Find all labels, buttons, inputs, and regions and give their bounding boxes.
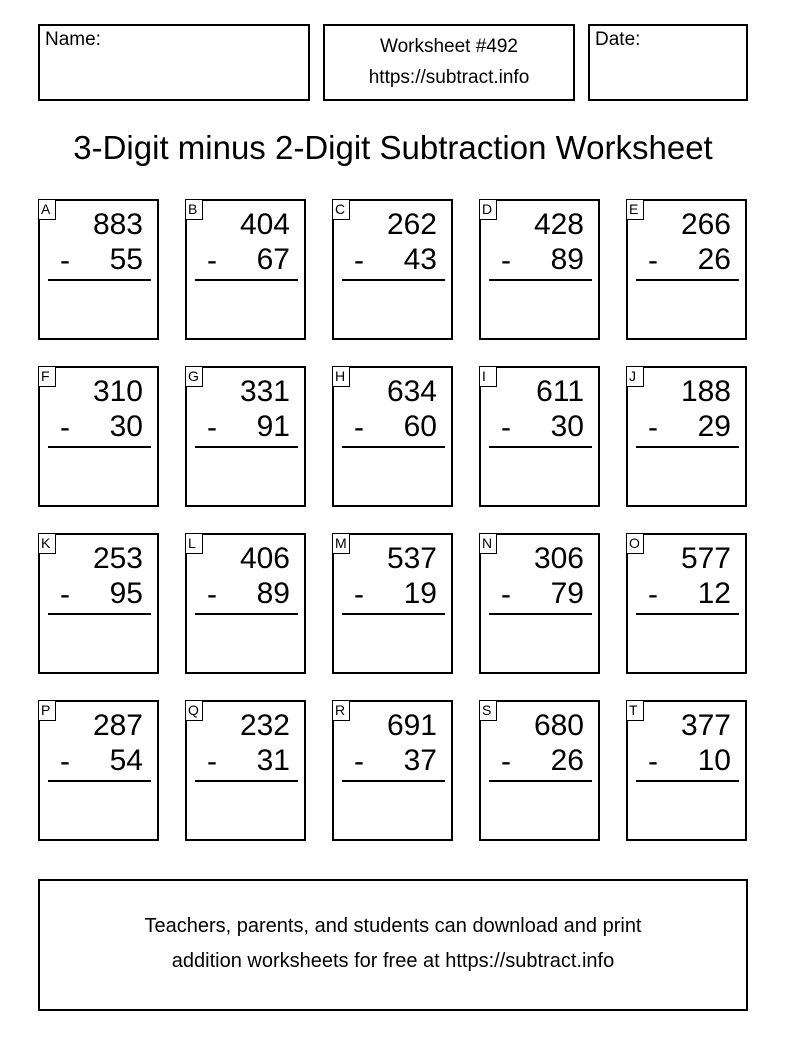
- problem-letter: R: [332, 700, 350, 721]
- problem-card: [626, 533, 747, 674]
- minuend: 262: [386, 208, 437, 241]
- subtrahend: 89: [256, 577, 290, 610]
- answer-line: [48, 780, 151, 782]
- minuend: 306: [533, 542, 584, 575]
- problem-letter: E: [626, 199, 644, 220]
- problem-letter: L: [185, 533, 203, 554]
- problem-letter: H: [332, 366, 350, 387]
- problem-card: [38, 366, 159, 507]
- answer-line: [342, 446, 445, 448]
- minus-sign: -: [648, 244, 658, 277]
- minus-sign: -: [60, 244, 70, 277]
- problem-card: [332, 199, 453, 340]
- problem-card: [38, 533, 159, 674]
- minuend: 691: [386, 709, 437, 742]
- problem-card: [626, 700, 747, 841]
- subtrahend: 30: [109, 410, 143, 443]
- minus-sign: -: [501, 244, 511, 277]
- problem-letter: O: [626, 533, 644, 554]
- minus-sign: -: [354, 745, 364, 778]
- problem-card: [38, 199, 159, 340]
- answer-line: [48, 446, 151, 448]
- minus-sign: -: [207, 244, 217, 277]
- answer-line: [342, 780, 445, 782]
- problem-letter: N: [479, 533, 497, 554]
- answer-line: [489, 279, 592, 281]
- subtrahend: 31: [256, 744, 290, 777]
- problem-letter: C: [332, 199, 350, 220]
- minuend: 537: [386, 542, 437, 575]
- problem-letter: D: [479, 199, 497, 220]
- problem-letter: G: [185, 366, 203, 387]
- problem-card: [626, 366, 747, 507]
- worksheet-number: Worksheet #492: [379, 36, 518, 57]
- minuend: 883: [92, 208, 143, 241]
- minuend: 287: [92, 709, 143, 742]
- subtrahend: 79: [550, 577, 584, 610]
- problem-letter: B: [185, 199, 203, 220]
- minus-sign: -: [207, 578, 217, 611]
- minus-sign: -: [648, 411, 658, 444]
- minus-sign: -: [60, 745, 70, 778]
- problem-card: [38, 700, 159, 841]
- subtrahend: 12: [697, 577, 731, 610]
- answer-line: [195, 279, 298, 281]
- answer-line: [489, 446, 592, 448]
- minuend: 406: [239, 542, 290, 575]
- answer-line: [195, 780, 298, 782]
- problem-letter: Q: [185, 700, 203, 721]
- problem-card: [479, 366, 600, 507]
- answer-line: [48, 279, 151, 281]
- minuend: 188: [680, 375, 731, 408]
- answer-line: [195, 446, 298, 448]
- subtrahend: 30: [550, 410, 584, 443]
- minuend: 253: [92, 542, 143, 575]
- minus-sign: -: [501, 411, 511, 444]
- minuend: 232: [239, 709, 290, 742]
- subtrahend: 26: [550, 744, 584, 777]
- minuend: 377: [680, 709, 731, 742]
- subtrahend: 91: [256, 410, 290, 443]
- answer-line: [636, 780, 739, 782]
- minuend: 680: [533, 709, 584, 742]
- subtrahend: 95: [109, 577, 143, 610]
- problem-letter: I: [479, 366, 497, 387]
- subtrahend: 89: [550, 243, 584, 276]
- minus-sign: -: [501, 745, 511, 778]
- minus-sign: -: [354, 578, 364, 611]
- subtrahend: 55: [109, 243, 143, 276]
- answer-line: [489, 780, 592, 782]
- page-title: 3-Digit minus 2-Digit Subtraction Worksheet: [73, 129, 713, 166]
- subtrahend: 26: [697, 243, 731, 276]
- problem-letter: F: [38, 366, 56, 387]
- minus-sign: -: [207, 411, 217, 444]
- worksheet-url: https://subtract.info: [368, 67, 530, 88]
- minuend: 266: [680, 208, 731, 241]
- minus-sign: -: [60, 411, 70, 444]
- problem-card: [479, 199, 600, 340]
- subtrahend: 29: [697, 410, 731, 443]
- minuend: 634: [386, 375, 437, 408]
- minus-sign: -: [354, 411, 364, 444]
- subtrahend: 67: [256, 243, 290, 276]
- answer-line: [342, 613, 445, 615]
- problem-card: [479, 700, 600, 841]
- minuend: 404: [239, 208, 290, 241]
- subtrahend: 37: [403, 744, 437, 777]
- problem-card: [332, 366, 453, 507]
- subtrahend: 10: [697, 744, 731, 777]
- minus-sign: -: [648, 578, 658, 611]
- name-label: Name:: [45, 29, 101, 50]
- minuend: 331: [239, 375, 290, 408]
- subtrahend: 54: [109, 744, 143, 777]
- minus-sign: -: [501, 578, 511, 611]
- problem-card: [332, 700, 453, 841]
- answer-line: [636, 279, 739, 281]
- footer-text-line-2: addition worksheets for free at https://subtract.info: [171, 950, 615, 972]
- minuend: 577: [680, 542, 731, 575]
- answer-line: [342, 279, 445, 281]
- minuend: 428: [533, 208, 584, 241]
- minus-sign: -: [354, 244, 364, 277]
- problem-letter: A: [38, 199, 56, 220]
- minuend: 611: [536, 375, 584, 408]
- problem-card: [185, 199, 306, 340]
- subtrahend: 43: [403, 243, 437, 276]
- minus-sign: -: [648, 745, 658, 778]
- footer-text-line-1: Teachers, parents, and students can download and print: [144, 915, 642, 937]
- problem-card: [185, 533, 306, 674]
- subtrahend: 60: [403, 410, 437, 443]
- problem-letter: S: [479, 700, 497, 721]
- answer-line: [636, 613, 739, 615]
- problem-card: [626, 199, 747, 340]
- footer-box: [38, 879, 748, 1011]
- problem-card: [332, 533, 453, 674]
- answer-line: [195, 613, 298, 615]
- problem-letter: T: [626, 700, 644, 721]
- minus-sign: -: [60, 578, 70, 611]
- problem-card: [185, 700, 306, 841]
- problem-letter: K: [38, 533, 56, 554]
- problem-card: [479, 533, 600, 674]
- problem-letter: J: [626, 366, 644, 387]
- date-label: Date:: [595, 29, 641, 50]
- problem-letter: M: [332, 533, 350, 554]
- minus-sign: -: [207, 745, 217, 778]
- subtrahend: 19: [403, 577, 437, 610]
- answer-line: [489, 613, 592, 615]
- problem-letter: P: [38, 700, 56, 721]
- answer-line: [636, 446, 739, 448]
- problem-card: [185, 366, 306, 507]
- minuend: 310: [92, 375, 143, 408]
- answer-line: [48, 613, 151, 615]
